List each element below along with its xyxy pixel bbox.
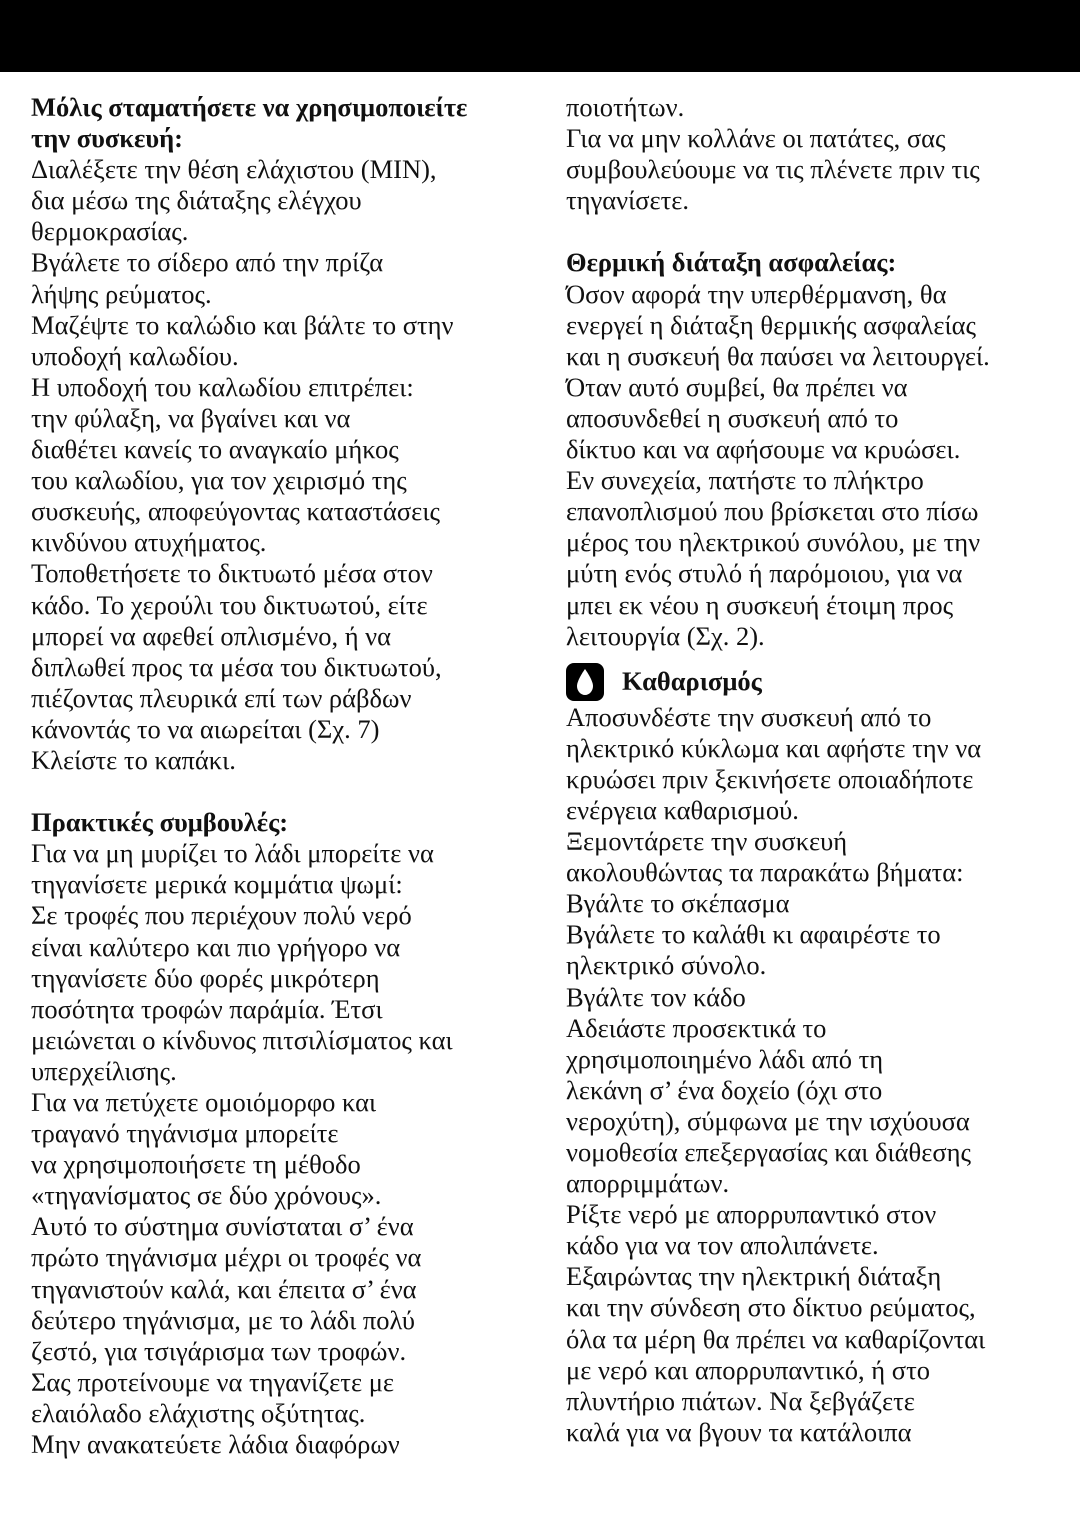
text-line: χρησιμοποιημένο λάδι από τη — [566, 1043, 884, 1074]
text-line: Μαζέψτε το καλώδιο και βάλτε το στην — [31, 309, 454, 340]
text-line: μέρος του ηλεκτρικού συνόλου, με την — [566, 527, 981, 558]
text-line: Διαλέξετε την θέση ελάχιστου (MIN), — [31, 154, 437, 185]
text-line: Βγάλτε το σκέπασμα — [566, 888, 790, 919]
text-line: τραγανό τηγάνισμα μπορείτε — [31, 1118, 339, 1149]
text-line: κάδο για να τον απολιπάνετε. — [566, 1230, 879, 1261]
text-line: καλά για να βγουν τα κατάλοιπα — [566, 1416, 912, 1447]
text-line: Σας προτείνουμε να τηγανίζετε με — [31, 1366, 395, 1397]
text-line: λεκάνη σ’ ένα δοχείο (όχι στο — [566, 1074, 883, 1105]
text-line: Τοποθετήσετε το δικτυωτό μέσα στον — [31, 558, 433, 589]
cleaning-text — [566, 702, 1066, 1448]
text-line: υπερχείλισης. — [31, 1055, 177, 1086]
text-line: Κλείστε το καπάκι. — [31, 744, 236, 775]
text-line: συμβουλεύουμε να τις πλένετε πριν τις — [566, 154, 980, 185]
text-line: κρυώσει πριν ξεκινήσετε οποιαδήποτε — [566, 763, 974, 794]
text-line: Σε τροφές που περιέχουν πολύ νερό — [31, 900, 412, 931]
text-line: δεύτερο τηγάνισμα, με το λάδι πολύ — [31, 1304, 416, 1335]
text-line: δίκτυο και να αφήσουμε να κρυώσει. — [566, 434, 961, 465]
water-drop-icon — [566, 663, 604, 701]
text-line: Μην ανακατεύετε λάδια διαφόρων — [31, 1429, 400, 1460]
text-line: θερμοκρασίας. — [31, 216, 189, 247]
text-line: την φύλαξη, να βγαίνει και να — [31, 402, 351, 433]
text-line: Αδειάστε προσεκτικά το — [566, 1012, 827, 1043]
paragraph-spacer — [566, 216, 1066, 247]
text-line: λήψης ρεύματος. — [31, 278, 212, 309]
text-line: πρώτο τηγάνισμα μέχρι οι τροφές να — [31, 1242, 422, 1273]
text-line: τηγανίσετε δύο φορές μικρότερη — [31, 962, 380, 993]
text-line: συσκευής, αποφεύγοντας καταστάσεις — [31, 496, 440, 527]
text-line: να χρησιμοποιήσετε τη μέθοδο — [31, 1149, 361, 1180]
text-line: Ρίξτε νερό με απορρυπαντικό στον — [566, 1199, 937, 1230]
section-heading: Θερμική διάταξη ασφαλείας: — [566, 247, 897, 278]
paragraph-spacer — [31, 776, 531, 807]
text-line: Για να μην κολλάνε οι πατάτες, σας — [566, 123, 946, 154]
text-line: ελαιόλαδο ελάχιστης οξύτητας. — [31, 1397, 366, 1428]
text-line: Όσον αφορά την υπερθέρμανση, θα — [566, 278, 947, 309]
text-line: διαθέτει κανείς το αναγκαίο μήκος — [31, 434, 399, 465]
text-line: όλα τα μέρη θα πρέπει να καθαρίζονται — [566, 1323, 986, 1354]
text-line: ηλεκτρικό σύνολο. — [566, 950, 767, 981]
text-line: του καλωδίου, για τον χειρισμό της — [31, 465, 407, 496]
text-line: νεροχύτη), σύμφωνα με την ισχύουσα — [566, 1105, 970, 1136]
text-line: ηλεκτρικό κύκλωμα και αφήστε την να — [566, 732, 982, 763]
text-line: κάδο. Το χερούλι του δικτυωτού, είτε — [31, 589, 428, 620]
text-line: και η συσκευή θα παύσει να λειτουργεί. — [566, 340, 990, 371]
text-line: Η υποδοχή του καλωδίου επιτρέπει: — [31, 371, 414, 402]
text-line: Όταν αυτό συμβεί, θα πρέπει να — [566, 371, 908, 402]
text-line: Αποσυνδέστε την συσκευή από το — [566, 701, 932, 732]
text-line: Για να πετύχετε ομοιόμορφο και — [31, 1087, 377, 1117]
text-line: μύτη ενός στυλό ή παρόμοιου, για να — [566, 558, 963, 589]
section-heading: Πρακτικές συμβουλές: — [31, 807, 289, 838]
text-line: τηγανίσετε μερικά κομμάτια ψωμί: — [31, 869, 403, 900]
text-line: Βγάλετε το καλάθι κι αφαιρέστε το — [566, 919, 941, 950]
text-line: Για να μη μυρίζει το λάδι μπορείτε να — [31, 838, 434, 869]
top-black-bar — [0, 0, 1080, 72]
text-line: ποιοτήτων. — [566, 92, 685, 122]
text-line: και την σύνδεση στο δίκτυο ρεύματος, — [566, 1292, 976, 1323]
text-line: Βγάλετε το σίδερο από την πρίζα — [31, 247, 384, 278]
text-line: με νερό και απορρυπαντικό, ή στο — [566, 1354, 930, 1385]
section-heading: την συσκευή: — [31, 123, 183, 154]
right-column — [566, 92, 1066, 1448]
text-line: ποσότητα τροφών παράμία. Έτσι — [31, 993, 383, 1024]
text-line: διπλωθεί προς τα μέσα του δικτυωτού, — [31, 651, 442, 682]
text-line: δια μέσω της διάταξης ελέγχου — [31, 185, 362, 216]
text-line: πλυντήριο πιάτων. Να ξεβγάζετε — [566, 1385, 915, 1416]
text-line: λειτουργία (Σχ. 2). — [566, 620, 765, 651]
text-line: ακολουθώντας τα παρακάτω βήματα: — [566, 857, 964, 888]
text-line: απορριμμάτων. — [566, 1168, 730, 1199]
cleaning-section-header — [566, 662, 1066, 702]
text-line: μειώνεται ο κίνδυνος πιτσιλίσματος και — [31, 1024, 453, 1055]
text-line: Αυτό το σύστημα συνίσταται σ’ ένα — [31, 1211, 414, 1242]
text-line: ζεστό, για τσιγάρισμα των τροφών. — [31, 1335, 407, 1366]
text-line: Ξεμοντάρετε την συσκευή — [566, 826, 848, 857]
text-line: ενεργεί η διάταξη θερμικής ασφαλείας — [566, 309, 976, 340]
text-line: μπει εκ νέου η συσκευή έτοιμη προς — [566, 589, 954, 620]
text-line: τηγανιστούν καλά, και έπειτα σ’ ένα — [31, 1273, 417, 1304]
text-line: υποδοχή καλωδίου. — [31, 340, 239, 371]
text-line: Εξαιρώντας την ηλεκτρική διάταξη — [566, 1261, 942, 1292]
text-line: ενέργεια καθαρισμού. — [566, 794, 799, 825]
text-line: μπορεί να αφεθεί οπλισμένο, ή να — [31, 620, 392, 651]
section-heading: Μόλις σταματήσετε να χρησιμοποιείτε — [31, 92, 468, 122]
text-line: πιέζοντας πλευρικά επί των ράβδων — [31, 682, 412, 713]
text-line: Βγάλτε τον κάδο — [566, 981, 746, 1012]
text-line: κάνοντάς το να αιωρείται (Σχ. 7) — [31, 713, 380, 744]
text-line: «τηγανίσματος σε δύο χρόνους». — [31, 1180, 382, 1211]
left-column — [31, 92, 531, 1460]
text-line: επανοπλισμού που βρίσκεται στο πίσω — [566, 496, 979, 527]
text-line: αποσυνδεθεί η συσκευή από το — [566, 402, 899, 433]
right-column-top-text — [566, 92, 1066, 652]
cleaning-title: Καθαρισμός — [622, 666, 762, 697]
text-line: κινδύνου ατυχήματος. — [31, 527, 267, 558]
text-line: είναι καλύτερο και πιο γρήγορο να — [31, 931, 401, 962]
text-line: νομοθεσία επεξεργασίας και διάθεσης — [566, 1137, 971, 1167]
text-line: τηγανίσετε. — [566, 185, 690, 216]
text-line: Εν συνεχεία, πατήστε το πλήκτρο — [566, 465, 924, 496]
